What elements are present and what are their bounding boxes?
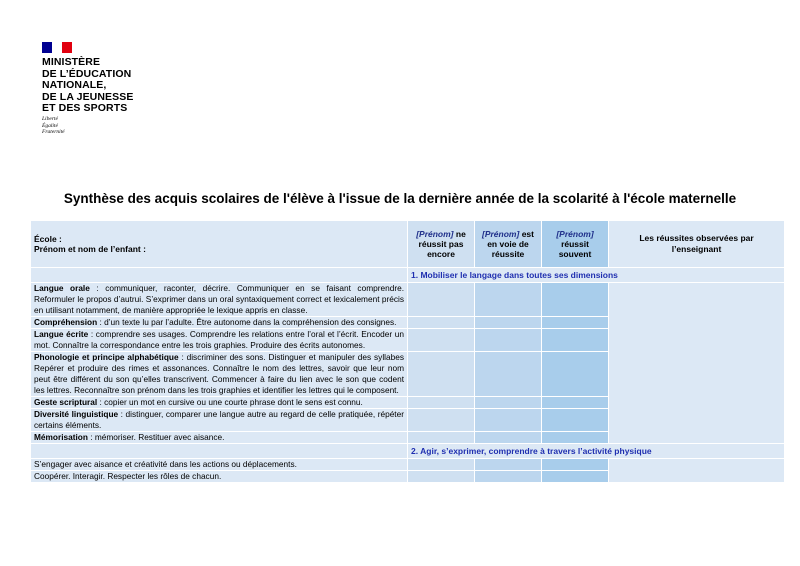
cell-in-progress[interactable] bbox=[475, 317, 542, 329]
section-title bbox=[408, 444, 785, 459]
cell-not-yet[interactable] bbox=[408, 283, 475, 317]
skill-description bbox=[31, 432, 408, 444]
cell-in-progress[interactable] bbox=[475, 471, 542, 483]
motto-line: Égalité bbox=[42, 122, 58, 129]
prenom-placeholder: [Prénom] bbox=[482, 229, 520, 239]
skill-label: Langue écrite bbox=[34, 329, 89, 339]
skill-text: : discriminer des sons. Distinguer et manipuler des syllabes Repérer et produire des rimes et assonances. Connaître le nom des lettres, savoir que leur nom peut être différent du son qu’elles transcrivent. Commencer à faire du lien avec le son que codent les lettres. Reconnaître son prénom dans les trois graphies et identifier les lettres qui le composent. bbox=[34, 352, 404, 395]
header-student-info bbox=[31, 221, 408, 268]
skill-label: Diversité linguistique bbox=[34, 409, 119, 419]
table-header-row bbox=[31, 221, 785, 268]
page-title: Synthèse des acquis scolaires de l'élève à l'issue de la dernière année de la scolarité à l'école maternelle bbox=[63, 191, 737, 206]
cell-often[interactable] bbox=[542, 352, 609, 397]
skill-description bbox=[31, 409, 408, 432]
cell-in-progress[interactable] bbox=[475, 459, 542, 471]
section-title bbox=[408, 268, 785, 283]
cell-observations[interactable] bbox=[609, 459, 785, 483]
skill-label: Mémorisation bbox=[34, 432, 88, 442]
table-row bbox=[31, 459, 785, 471]
header-not-yet bbox=[408, 221, 475, 268]
ministry-line: ET DES SPORTS bbox=[42, 102, 128, 114]
cell-often[interactable] bbox=[542, 329, 609, 352]
skill-label: Geste scriptural bbox=[34, 397, 98, 407]
cell-in-progress[interactable] bbox=[475, 397, 542, 409]
skill-description bbox=[31, 397, 408, 409]
header-often bbox=[542, 221, 609, 268]
prenom-placeholder: [Prénom] bbox=[416, 229, 454, 239]
prenom-placeholder: [Prénom] bbox=[556, 229, 594, 239]
skill-text: : mémoriser. Restituer avec aisance. bbox=[87, 432, 225, 442]
skill-description bbox=[31, 317, 408, 329]
cell-often[interactable] bbox=[542, 283, 609, 317]
section-spacer bbox=[31, 444, 408, 459]
ministry-line: MINISTÈRE bbox=[42, 56, 101, 68]
motto-line: Fraternité bbox=[42, 129, 65, 135]
assessment-table bbox=[30, 220, 785, 483]
skill-description bbox=[31, 283, 408, 317]
skill-text: : distinguer, comparer une langue autre au regard de celle pratiquée, répéter certains éléments. bbox=[34, 409, 404, 430]
cell-not-yet[interactable] bbox=[408, 471, 475, 483]
ministry-line: DE L’ÉDUCATION bbox=[42, 67, 132, 80]
cell-often[interactable] bbox=[542, 471, 609, 483]
ministry-line: NATIONALE, bbox=[42, 79, 107, 91]
skill-description bbox=[31, 329, 408, 352]
flag-white bbox=[52, 42, 62, 53]
cell-in-progress[interactable] bbox=[475, 283, 542, 317]
skill-text: : communiquer, raconter, décrire. Communiquer en se faisant comprendre. Reformuler le propos d’autrui. S’exprimer dans un oral syntaxiquement correct et lexicalement précis en utilisant notamment, de manière appropriée le lexique appris en classe. bbox=[34, 283, 405, 315]
skill-text: : d’un texte lu par l’adulte. Être autonome dans la compréhension des consignes. bbox=[97, 317, 397, 327]
cell-often[interactable] bbox=[542, 409, 609, 432]
cell-observations[interactable] bbox=[609, 283, 785, 444]
section-title-text: 2. Agir, s’exprimer, comprendre à travers l’activité physique bbox=[411, 446, 652, 456]
table-row bbox=[31, 283, 785, 317]
cell-not-yet[interactable] bbox=[408, 329, 475, 352]
cell-not-yet[interactable] bbox=[408, 432, 475, 444]
cell-often[interactable] bbox=[542, 317, 609, 329]
cell-in-progress[interactable] bbox=[475, 409, 542, 432]
cell-in-progress[interactable] bbox=[475, 432, 542, 444]
skill-text: : comprendre ses usages. Comprendre les relations entre l’oral et l’écrit. Encoder un mot. Connaître la correspondance entre les trois graphies. Produire des écrits autonomes. bbox=[34, 329, 405, 350]
french-flag-icon bbox=[42, 42, 72, 53]
skill-label: Phonologie et principe alphabétique bbox=[34, 352, 179, 362]
flag-red bbox=[62, 42, 72, 53]
skill-text: : copier un mot en cursive ou une courte phrase dont le sens est connu. bbox=[97, 397, 363, 407]
skill-description bbox=[31, 352, 408, 397]
header-often-label: réussit souvent bbox=[558, 239, 592, 259]
skill-description: Coopérer. Interagir. Respecter les rôles de chacun. bbox=[31, 471, 408, 483]
child-name-label: Prénom et nom de l’enfant : bbox=[34, 244, 146, 254]
section-row bbox=[31, 268, 785, 283]
skill-label: Langue orale bbox=[34, 283, 90, 293]
section-title-text: 1. Mobiliser le langage dans toutes ses dimensions bbox=[411, 270, 618, 280]
skill-label: Compréhension bbox=[34, 317, 98, 327]
header-not-yet-label: ne réussit pas encore bbox=[418, 229, 466, 259]
cell-often[interactable] bbox=[542, 459, 609, 471]
cell-often[interactable] bbox=[542, 432, 609, 444]
header-observations: Les réussites observées par l’enseignant bbox=[609, 221, 785, 268]
ministry-name bbox=[42, 57, 182, 115]
cell-not-yet[interactable] bbox=[408, 459, 475, 471]
cell-not-yet[interactable] bbox=[408, 317, 475, 329]
cell-in-progress[interactable] bbox=[475, 352, 542, 397]
cell-often[interactable] bbox=[542, 397, 609, 409]
republic-motto bbox=[42, 116, 65, 136]
cell-not-yet[interactable] bbox=[408, 409, 475, 432]
section-spacer bbox=[31, 268, 408, 283]
header-in-progress-label: est en voie de réussite bbox=[487, 229, 534, 259]
skill-description: S’engager avec aisance et créativité dans les actions ou déplacements. bbox=[31, 459, 408, 471]
school-label: École : bbox=[34, 234, 62, 244]
header-in-progress bbox=[475, 221, 542, 268]
section-row bbox=[31, 444, 785, 459]
flag-blue bbox=[42, 42, 52, 53]
cell-in-progress[interactable] bbox=[475, 329, 542, 352]
ministry-line: DE LA JEUNESSE bbox=[42, 90, 134, 103]
cell-not-yet[interactable] bbox=[408, 352, 475, 397]
cell-not-yet[interactable] bbox=[408, 397, 475, 409]
motto-line: Liberté bbox=[42, 116, 58, 122]
